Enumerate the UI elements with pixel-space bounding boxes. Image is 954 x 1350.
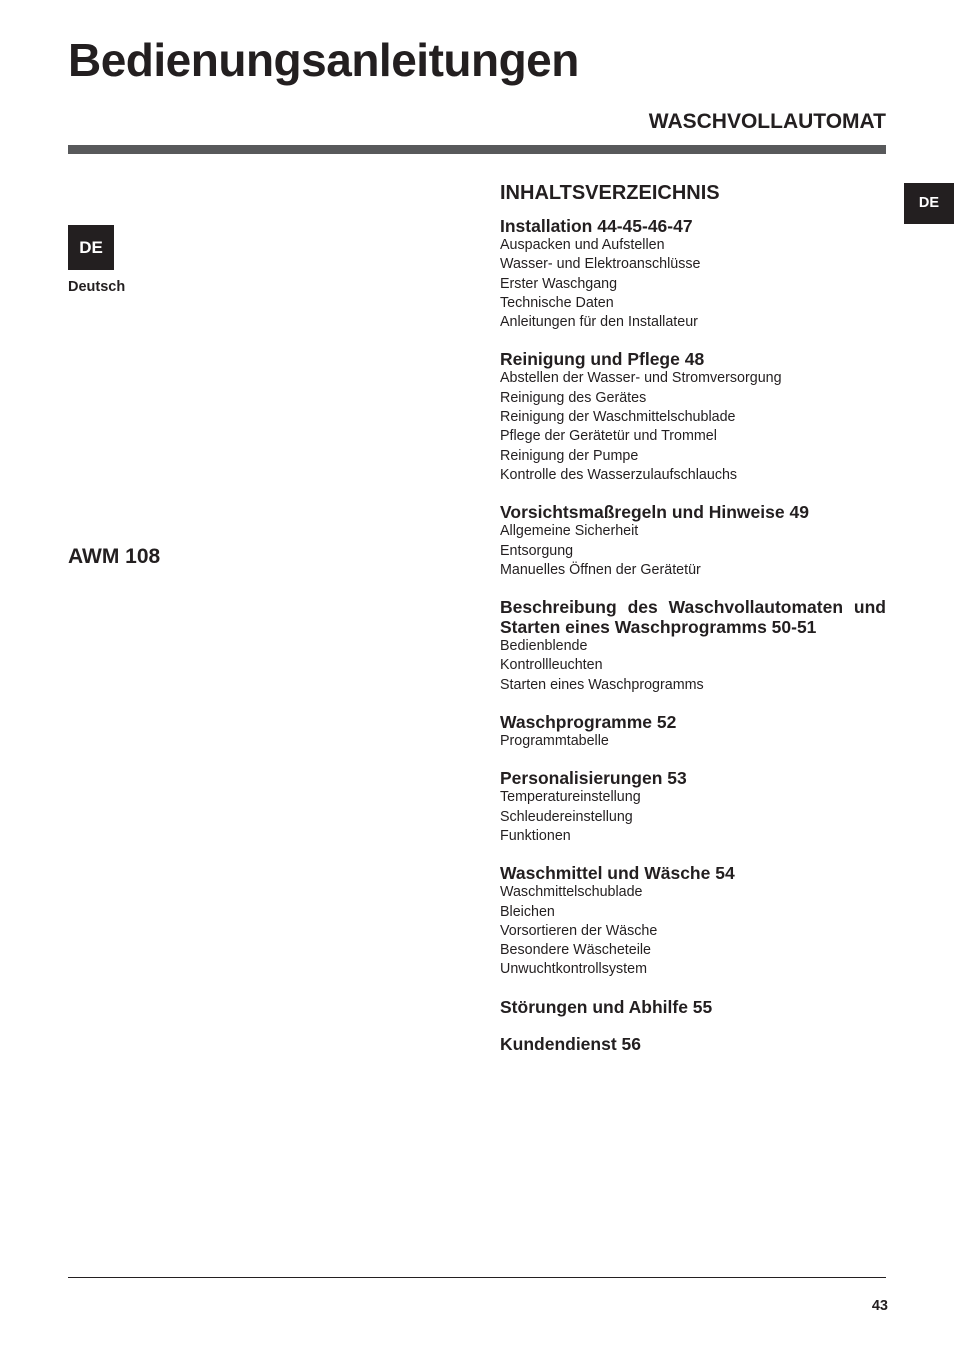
toc-section-heading[interactable]: Vorsichtsmaßregeln und Hinweise 49 bbox=[500, 502, 809, 523]
toc-sections bbox=[500, 216, 886, 1054]
toc-item[interactable]: Wasser- und Elektroanschlüsse bbox=[500, 256, 701, 273]
toc-item[interactable]: Reinigung des Gerätes bbox=[500, 389, 647, 406]
toc-item[interactable]: Vorsortieren der Wäsche bbox=[500, 922, 658, 939]
toc-section bbox=[500, 1034, 886, 1054]
toc-section-heading[interactable]: Waschprogramme 52 bbox=[500, 712, 677, 733]
toc-item[interactable]: Auspacken und Aufstellen bbox=[500, 237, 665, 253]
toc-item[interactable]: Unwuchtkontrollsystem bbox=[500, 961, 647, 978]
language-badge: DE bbox=[68, 225, 114, 270]
toc-item[interactable]: Reinigung der Pumpe bbox=[500, 447, 639, 464]
toc-section-heading[interactable]: Personalisierungen 53 bbox=[500, 768, 687, 789]
toc-section bbox=[500, 597, 886, 695]
toc-item[interactable]: Pflege der Gerätetür und Trommel bbox=[500, 428, 717, 445]
toc-item[interactable]: Waschmittelschublade bbox=[500, 884, 643, 901]
toc-section-heading[interactable]: Beschreibung des Waschvollautomaten und Starten eines Waschprogramms 50-51 bbox=[500, 597, 886, 638]
header-divider bbox=[68, 145, 886, 154]
toc-section-heading[interactable]: Kundendienst 56 bbox=[500, 1033, 641, 1054]
toc-item[interactable]: Bedienblende bbox=[500, 638, 588, 655]
toc-item[interactable]: Kontrollleuchten bbox=[500, 657, 603, 674]
toc-section bbox=[500, 712, 886, 751]
toc-section bbox=[500, 768, 886, 846]
toc-section bbox=[500, 997, 886, 1017]
toc-section bbox=[500, 502, 886, 580]
toc-item[interactable]: Bleichen bbox=[500, 903, 555, 920]
table-of-contents bbox=[500, 180, 886, 1071]
toc-item[interactable]: Entsorgung bbox=[500, 542, 574, 559]
toc-section-heading[interactable]: Waschmittel und Wäsche 54 bbox=[500, 863, 735, 884]
toc-item[interactable]: Programmtabelle bbox=[500, 733, 609, 750]
model-number: AWM 108 bbox=[68, 545, 161, 568]
toc-section bbox=[500, 349, 886, 485]
product-category: WASCHVOLLAUTOMAT bbox=[648, 110, 886, 133]
toc-item[interactable]: Kontrolle des Wasserzulaufschlauchs bbox=[500, 466, 738, 483]
toc-item[interactable]: Erster Waschgang bbox=[500, 275, 618, 292]
toc-section bbox=[500, 216, 886, 332]
toc-item[interactable]: Besondere Wäscheteile bbox=[500, 942, 651, 959]
toc-section-heading[interactable]: Störungen und Abhilfe 55 bbox=[500, 996, 713, 1017]
toc-item[interactable]: Technische Daten bbox=[500, 294, 614, 311]
toc-item[interactable]: Abstellen der Wasser- und Stromversorgung bbox=[500, 370, 782, 387]
toc-item[interactable]: Reinigung der Waschmittelschublade bbox=[500, 409, 736, 426]
toc-item[interactable]: Starten eines Waschprogramms bbox=[500, 676, 704, 693]
toc-title: INHALTSVERZEICHNIS bbox=[500, 182, 720, 204]
toc-item[interactable]: Schleudereinstellung bbox=[500, 808, 633, 825]
toc-item[interactable]: Allgemeine Sicherheit bbox=[500, 523, 639, 540]
language-side-tab[interactable]: DE bbox=[904, 183, 954, 224]
toc-item[interactable]: Manuelles Öffnen der Gerätetür bbox=[500, 561, 701, 578]
footer-divider bbox=[68, 1277, 886, 1278]
page-title: Bedienungsanleitungen bbox=[68, 34, 579, 86]
toc-section-heading[interactable]: Reinigung und Pflege 48 bbox=[500, 349, 705, 370]
language-label: Deutsch bbox=[68, 279, 126, 295]
toc-section bbox=[500, 863, 886, 979]
toc-section-heading[interactable]: Installation 44-45-46-47 bbox=[500, 216, 693, 236]
toc-item[interactable]: Temperatureinstellung bbox=[500, 789, 641, 806]
page-number: 43 bbox=[871, 1298, 888, 1314]
toc-item[interactable]: Funktionen bbox=[500, 827, 571, 844]
toc-item[interactable]: Anleitungen für den Installateur bbox=[500, 314, 698, 331]
